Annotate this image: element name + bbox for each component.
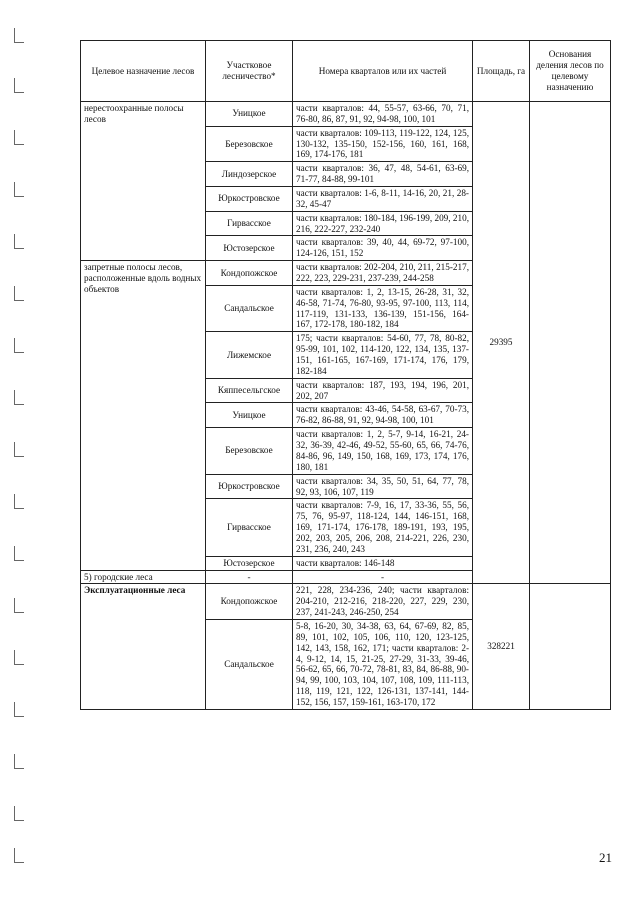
forestry-cell: Гирвасское [206, 499, 293, 556]
area-cell: 328221 [473, 584, 530, 709]
quarters-cell: части кварталов: 187, 193, 194, 196, 201, 202, 207 [293, 378, 473, 403]
binder-mark [14, 28, 24, 43]
page-number: 21 [599, 850, 612, 865]
quarters-cell: части кварталов: 146-148 [293, 556, 473, 570]
purpose-cell: нерестоохранные полосы лесов [81, 102, 206, 261]
purpose-cell: Эксплуатационные леса [81, 584, 206, 709]
binder-mark [14, 390, 24, 405]
table-header-row [81, 41, 611, 102]
forestry-cell: Кяппесельгское [206, 378, 293, 403]
forestry-cell: - [206, 570, 293, 584]
binder-mark [14, 286, 24, 301]
forestry-cell: Березовское [206, 428, 293, 474]
forestry-cell: Сандальское [206, 619, 293, 709]
purpose-cell: 5) городские леса [81, 570, 206, 584]
forestry-cell: Линдозерское [206, 162, 293, 187]
purpose-cell: запретные полосы лесов, расположенные вдоль водных объектов [81, 261, 206, 570]
binder-mark [14, 338, 24, 353]
binder-mark [14, 182, 24, 197]
quarters-cell: части кварталов: 1, 2, 5-7, 9-14, 16-21, 24-32, 36-39, 42-46, 49-52, 55-60, 65, 66, 74-76, 84-86, 96, 149, 150, 168, 169, 173, 174, 176, 180, 181 [293, 428, 473, 474]
forestry-cell: Юстозерское [206, 236, 293, 261]
forestry-cell: Уницкое [206, 102, 293, 127]
binder-mark [14, 598, 24, 613]
binder-mark [14, 754, 24, 769]
quarters-cell: части кварталов: 44, 55-57, 63-66, 70, 71, 76-80, 86, 87, 91, 92, 94-98, 100, 101 [293, 102, 473, 127]
header-purpose: Целевое назначение лесов [81, 41, 206, 102]
forestry-cell: Уницкое [206, 403, 293, 428]
quarters-cell: 221, 228, 234-236, 240; части кварталов: 204-210, 212-216, 218-220, 227, 229, 230, 237, 241-243, 246-250, 254 [293, 584, 473, 620]
header-area: Площадь, га [473, 41, 530, 102]
forestry-cell: Юркостровское [206, 474, 293, 499]
binder-mark [14, 130, 24, 145]
table-row [81, 102, 611, 127]
binder-mark [14, 78, 24, 93]
quarters-cell: части кварталов: 109-113, 119-122, 124, 125, 130-132, 135-150, 152-156, 160, 161, 168, 169, 174-176, 181 [293, 126, 473, 162]
forestry-cell: Сандальское [206, 285, 293, 331]
forest-purpose-table [80, 40, 611, 710]
forestry-cell: Лижемское [206, 332, 293, 378]
quarters-cell: - [293, 570, 473, 584]
binder-mark [14, 848, 24, 863]
area-cell: 29395 [473, 102, 530, 584]
quarters-cell: части кварталов: 39, 40, 44, 69-72, 97-100, 124-126, 151, 152 [293, 236, 473, 261]
quarters-cell: части кварталов: 34, 35, 50, 51, 64, 77, 78, 92, 93, 106, 107, 119 [293, 474, 473, 499]
quarters-cell: части кварталов: 7-9, 16, 17, 33-36, 55, 56, 75, 76, 95-97, 118-124, 144, 146-151, 168, 169, 171-174, 176-178, 189-191, 193, 195, 202, 203, 205, 206, 208, 214-221, 226, 230, 231, 236, 240, 243 [293, 499, 473, 556]
binder-mark [14, 702, 24, 717]
quarters-cell: части кварталов: 43-46, 54-58, 63-67, 70-73, 76-82, 86-88, 91, 92, 94-98, 100, 101 [293, 403, 473, 428]
header-basis: Основания деления лесов по целевому назначению [530, 41, 611, 102]
quarters-cell: части кварталов: 1, 2, 13-15, 26-28, 31, 32, 46-58, 71-74, 76-80, 93-95, 97-100, 113, 114, 117-119, 131-133, 136-139, 151-156, 164-167, 172-178, 180-182, 184 [293, 285, 473, 331]
binder-mark [14, 650, 24, 665]
forestry-cell: Юстозерское [206, 556, 293, 570]
binder-mark [14, 806, 24, 821]
header-quarters: Номера кварталов или их частей [293, 41, 473, 102]
basis-cell [530, 584, 611, 709]
forestry-cell: Кондопожское [206, 584, 293, 620]
quarters-cell: 175; части кварталов: 54-60, 77, 78, 80-82, 95-99, 101, 102, 114-120, 122, 134, 135, 137-151, 161-165, 167-169, 171-174, 176, 179, 182-184 [293, 332, 473, 378]
quarters-cell: части кварталов: 202-204, 210, 211, 215-217, 222, 223, 229-231, 237-239, 244-258 [293, 261, 473, 286]
header-forestry: Участковое лесничество* [206, 41, 293, 102]
quarters-cell: части кварталов: 36, 47, 48, 54-61, 63-69, 71-77, 84-88, 99-101 [293, 162, 473, 187]
basis-cell [530, 102, 611, 584]
quarters-cell: части кварталов: 180-184, 196-199, 209, 210, 216, 222-227, 232-240 [293, 211, 473, 236]
table-row [81, 584, 611, 620]
binder-mark [14, 442, 24, 457]
quarters-cell: 5-8, 16-20, 30, 34-38, 63, 64, 67-69, 82, 85, 89, 101, 102, 105, 106, 110, 120, 123-125, 142, 143, 158, 162, 171; части кварталов: 2-4, 9-12, 14, 15, 21-25, 27-29, 31-33, 39-46, 56-62, 65, 66, 70-72, 78-81, 83, 84, 86-88, 90-94, 99, 100, 103, 104, 107, 108, 109, 111-113, 118, 119, 121, 122, 126-131, 137-141, 144-152, 156, 157, 159-161, 163-170, 172 [293, 619, 473, 709]
forestry-cell: Березовское [206, 126, 293, 162]
forestry-cell: Кондопожское [206, 261, 293, 286]
quarters-cell: части кварталов: 1-6, 8-11, 14-16, 20, 21, 28-32, 45-47 [293, 187, 473, 212]
binder-mark [14, 546, 24, 561]
binder-mark [14, 494, 24, 509]
forestry-cell: Юркостровское [206, 187, 293, 212]
forestry-cell: Гирвасское [206, 211, 293, 236]
binder-mark [14, 234, 24, 249]
